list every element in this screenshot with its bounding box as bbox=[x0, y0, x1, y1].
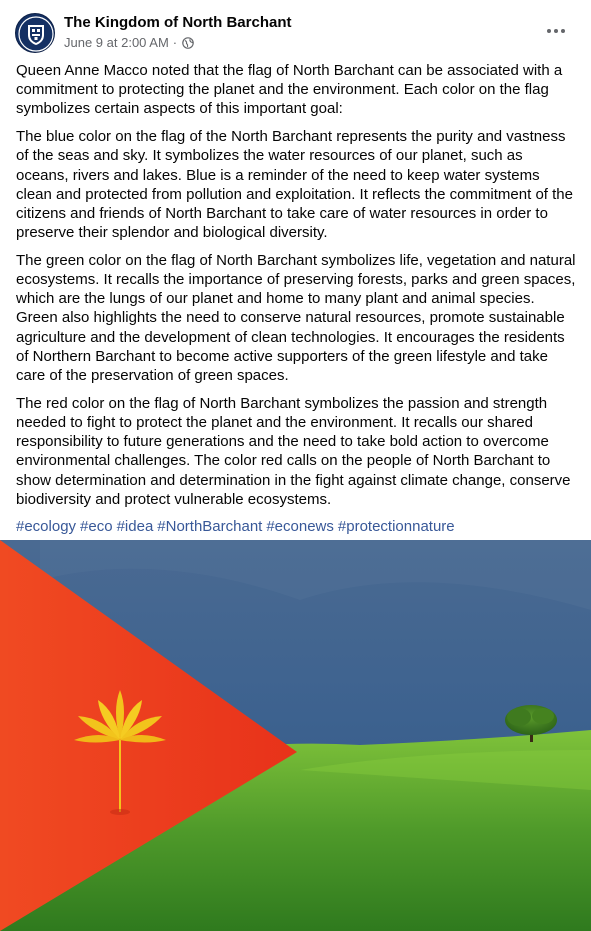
hashtag-link[interactable]: #econews bbox=[266, 518, 334, 536]
post-image[interactable] bbox=[0, 540, 591, 931]
page-avatar[interactable] bbox=[15, 13, 55, 53]
more-options-button[interactable] bbox=[538, 18, 574, 44]
post-header bbox=[0, 0, 591, 60]
hashtag-link[interactable]: #ecology bbox=[16, 518, 77, 536]
hashtag-link[interactable]: #NorthBarchant bbox=[157, 518, 263, 536]
globe-icon[interactable] bbox=[182, 37, 194, 49]
hashtag-link[interactable]: #eco bbox=[80, 518, 113, 536]
post-paragraph: The blue color on the flag of the North Barchant represents the purity and vastness of the seas and sky. It symbolizes the water resources of our planet, such as oceans, rivers and lakes. Blue is a reminder of the need to keep water systems clean and protected from pollution and exploitation. It reflects the commitment of the citizens and friends of North Barchant to take care of water resources in order to preserve their splendor and biological diversity. bbox=[16, 128, 573, 242]
hashtag-link[interactable]: #protectionnature bbox=[337, 518, 455, 536]
more-dot bbox=[561, 29, 565, 33]
post-timestamp[interactable]: June 9 at 2:00 AM bbox=[64, 35, 169, 50]
more-dot bbox=[547, 29, 551, 33]
post-meta bbox=[64, 35, 194, 50]
hashtag-list bbox=[16, 517, 578, 536]
page-name-link[interactable]: The Kingdom of North Barchant bbox=[64, 14, 292, 31]
flag-landscape-image bbox=[0, 540, 591, 931]
post-paragraph: Queen Anne Macco noted that the flag of North Barchant can be associated with a commitment to protecting the planet and the environment. Each color on the flag symbolizes certain aspects of this important goal: bbox=[16, 62, 563, 118]
post-paragraph: The red color on the flag of North Barchant symbolizes the passion and strength needed to fight to protect the planet and the environment. It recalls our shared responsibility to future generations and the need to take bold action to overcome environmental challenges. The color red calls on the people of North Barchant to show determination and determination in the fight against climate change, conserve biodiversity and protect vulnerable ecosystems. bbox=[16, 394, 571, 508]
hashtag-link[interactable]: #idea bbox=[116, 518, 154, 536]
meta-separator: · bbox=[172, 35, 178, 50]
post-paragraph: The green color on the flag of North Barchant symbolizes life, vegetation and natural ecosystems. It recalls the importance of preserving forests, parks and green spaces, which are the lungs of our planet and home to many plant and animal species. Green also highlights the need to conserve natural resources, promote sustainable agriculture and the development of clean technologies. It encourages the residents of Northern Barchant to become active supporters of the green lifestyle and take care of the preservation of green spaces. bbox=[16, 251, 576, 385]
crest-icon bbox=[16, 14, 56, 54]
post-body bbox=[16, 61, 578, 537]
more-dot bbox=[554, 29, 558, 33]
